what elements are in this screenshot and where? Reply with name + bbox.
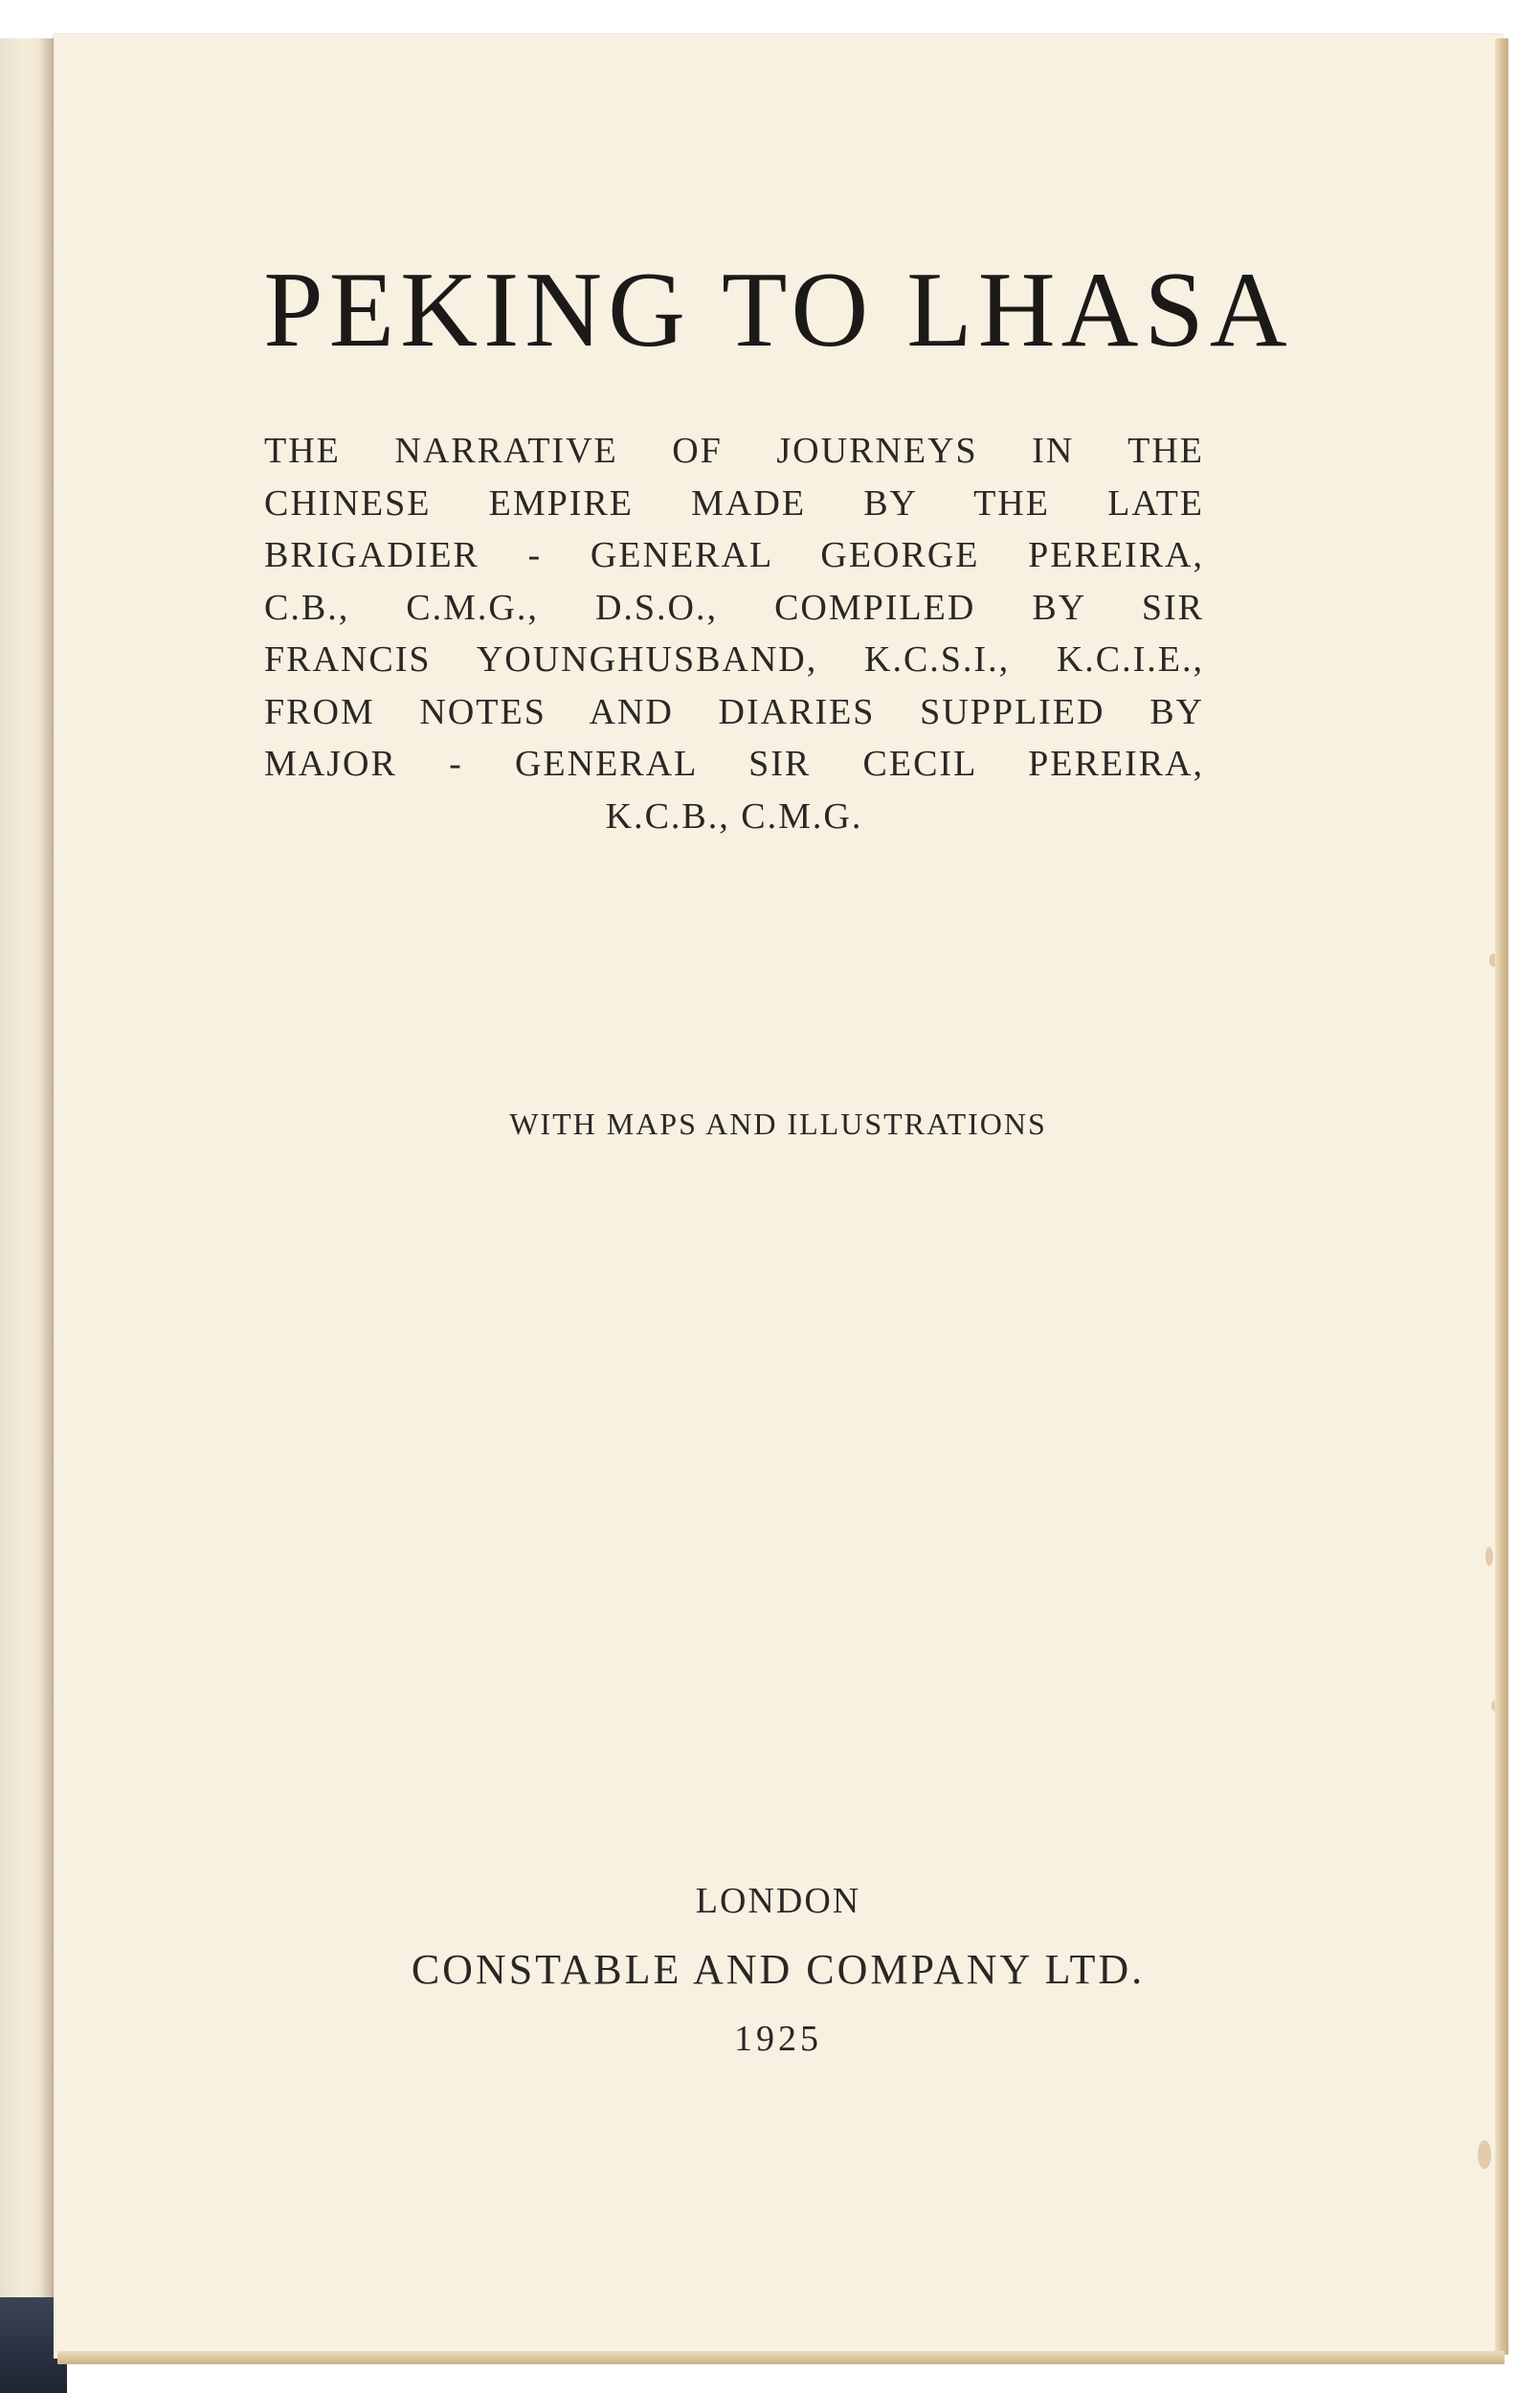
subtitle-line: CHINESE EMPIRE MADE BY THE LATE [264, 482, 1204, 524]
subtitle-line: THE NARRATIVE OF JOURNEYS IN THE [264, 431, 1204, 471]
subtitle-line: BRIGADIER - GENERAL GEORGE PEREIRA, [264, 535, 1204, 575]
illustrations-note: WITH MAPS AND ILLUSTRATIONS [509, 1107, 1047, 1141]
subtitle-line: C.B., C.M.G., D.S.O., COMPILED BY SIR [264, 587, 1204, 628]
page-bottom-edge [57, 2351, 1505, 2364]
book-title: PEKING TO LHASA [263, 251, 1293, 369]
title-page [54, 34, 1503, 2359]
foxing-spot [1478, 2140, 1491, 2169]
subtitle-line: MAJOR - GENERAL SIR CECIL PEREIRA, [264, 744, 1204, 784]
subtitle-line: K.C.B., C.M.G. [605, 795, 863, 837]
subtitle-block [264, 425, 1204, 842]
imprint-publisher: CONSTABLE AND COMPANY LTD. [411, 1946, 1146, 1993]
imprint-year: 1925 [734, 2019, 822, 2059]
page-edge [1495, 38, 1508, 2355]
subtitle-line: FROM NOTES AND DIARIES SUPPLIED BY [264, 691, 1204, 732]
foxing-spot [1485, 1547, 1493, 1566]
subtitle-line: FRANCIS YOUNGHUSBAND, K.C.S.I., K.C.I.E., [264, 639, 1204, 680]
imprint-place: LONDON [695, 1881, 861, 1921]
